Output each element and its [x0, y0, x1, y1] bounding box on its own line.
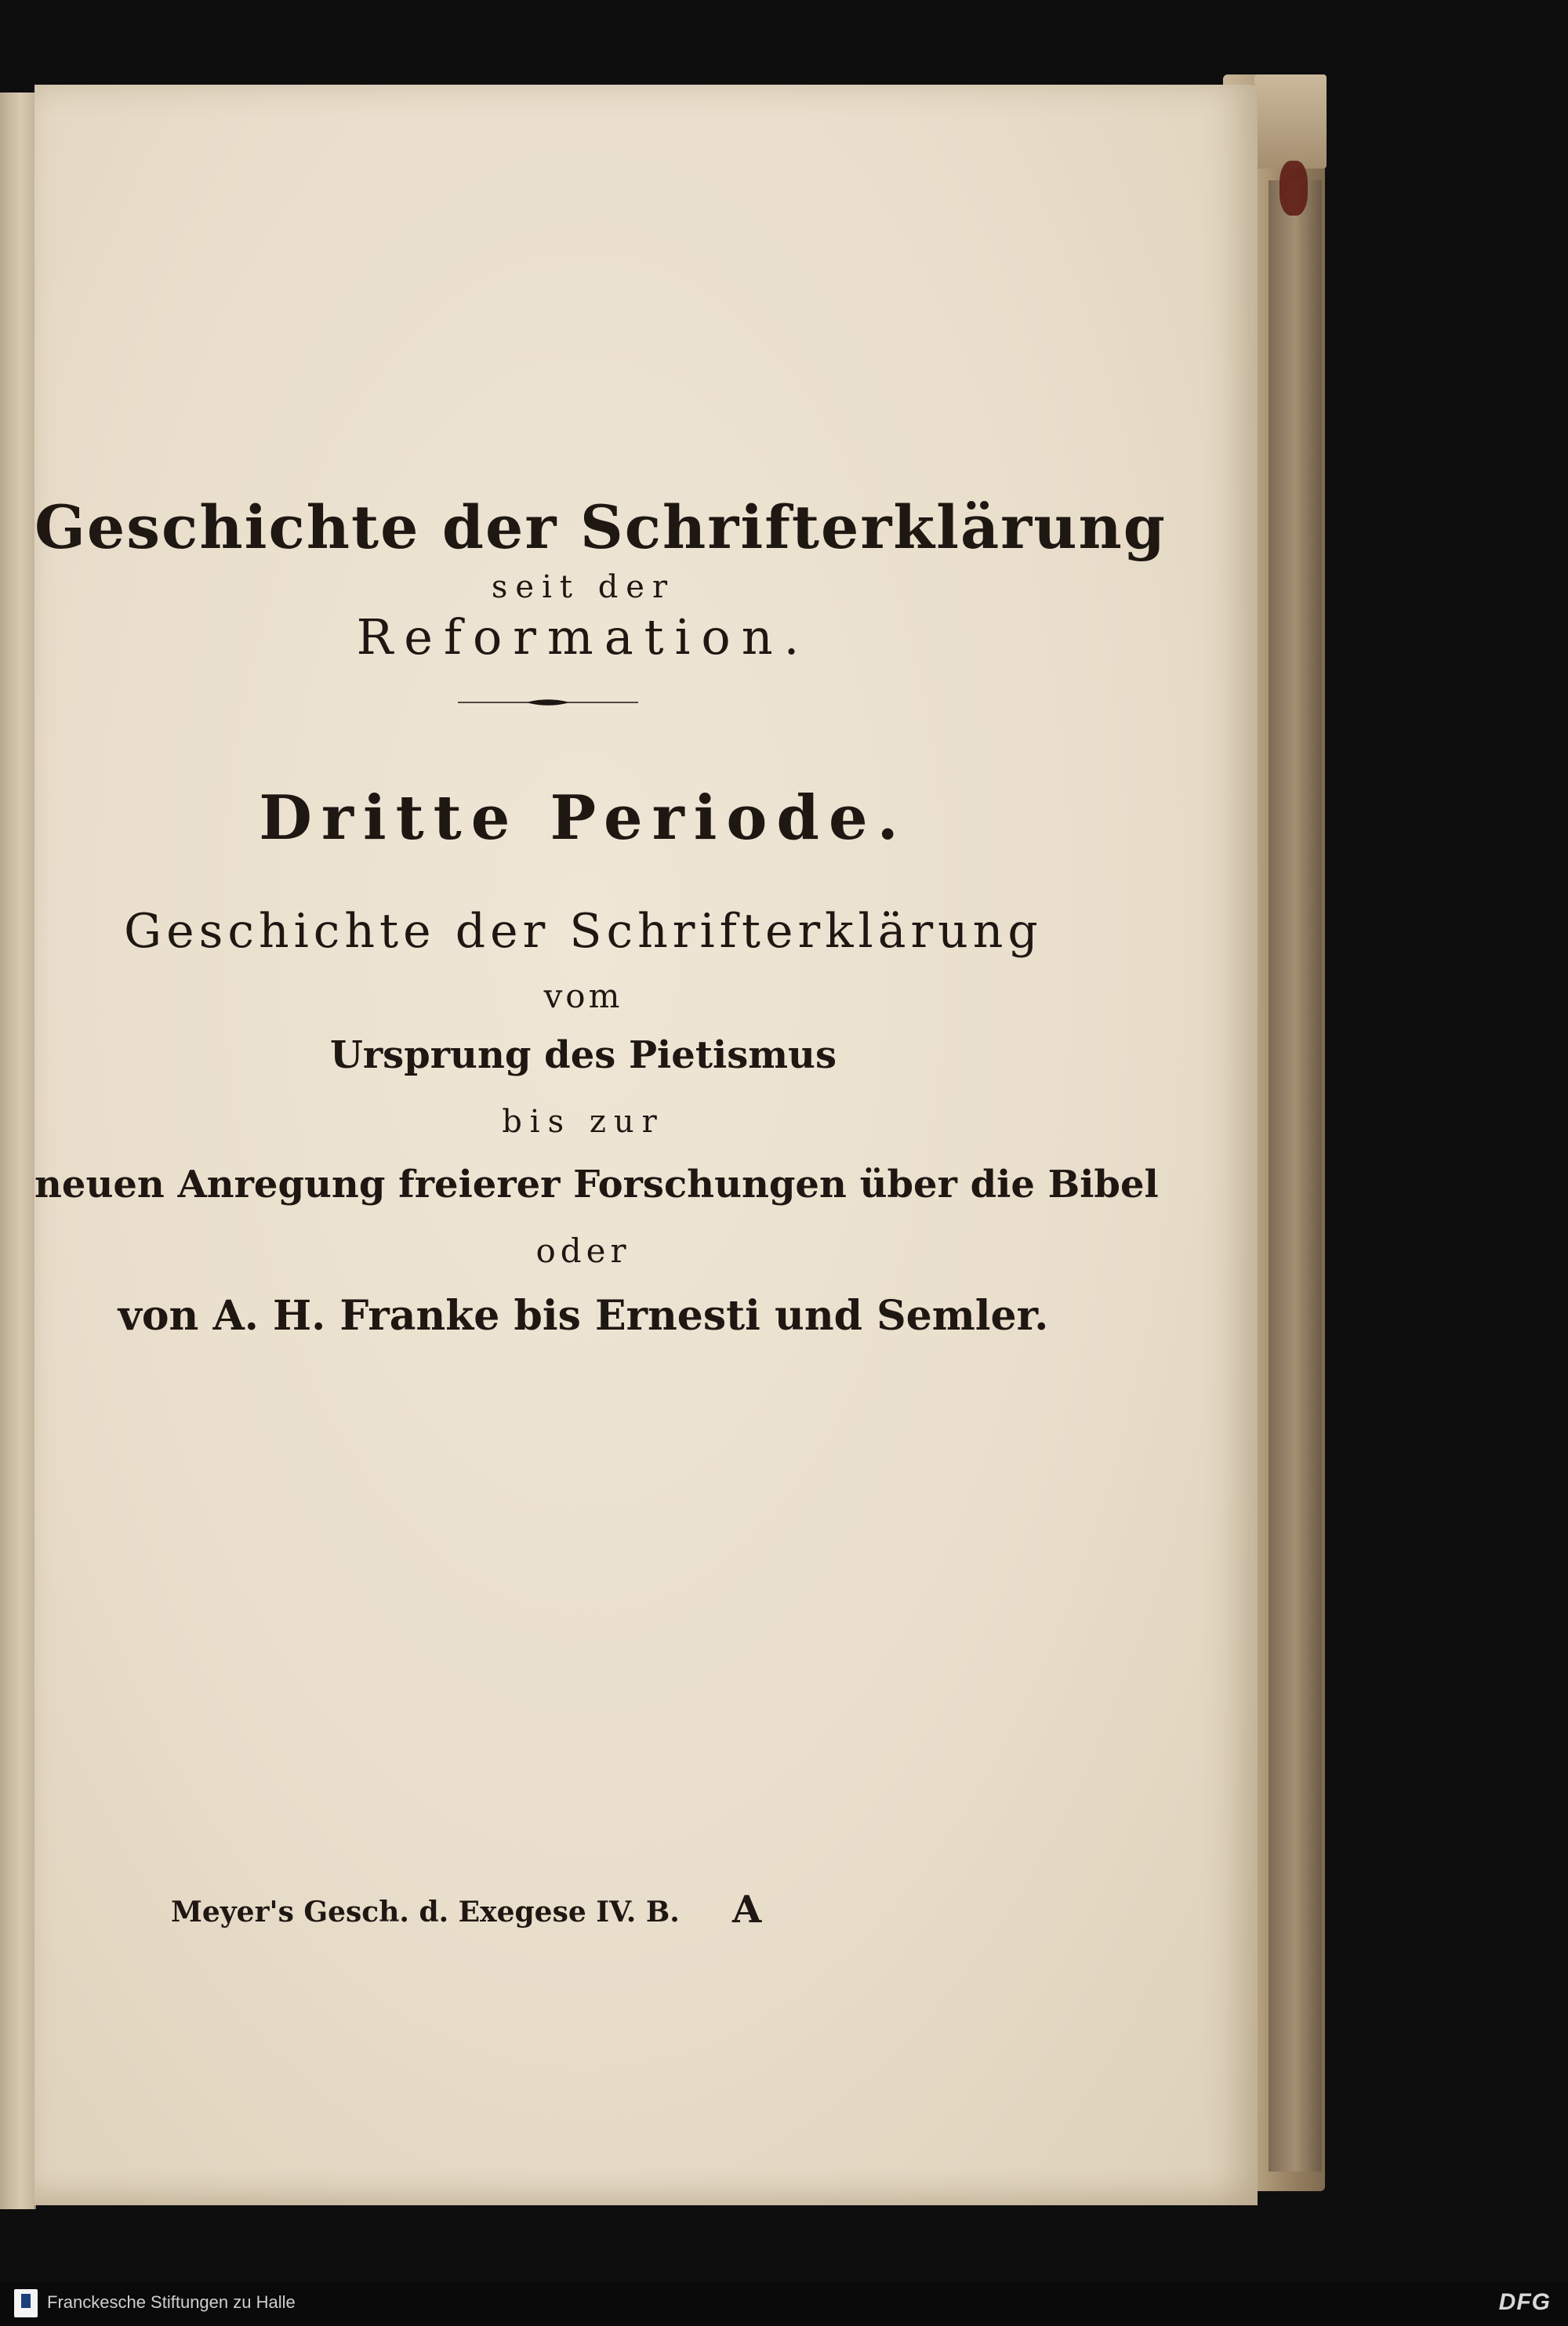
main-title: Geschichte der Schrifterklärung — [34, 492, 1167, 562]
title-page — [34, 85, 1258, 2205]
subtitle-line-1: Geschichte der Schrifterklärung — [124, 904, 1043, 959]
subtitle-line-3: Ursprung des Pietismus — [330, 1033, 837, 1077]
facing-page-edge — [0, 93, 36, 2209]
institution-logo-icon — [14, 2289, 38, 2317]
main-title-connector: seit der — [491, 569, 676, 605]
dfg-logo: DFG — [1498, 2289, 1551, 2315]
ornamental-rule — [458, 698, 638, 707]
institution-name: Franckesche Stiftungen zu Halle — [47, 2292, 296, 2312]
period-heading: Dritte Periode. — [259, 782, 908, 854]
main-title-reformation: Reformation. — [356, 608, 811, 666]
subtitle-line-5: neuen Anregung freierer Forschungen über die Bibel — [34, 1163, 1159, 1207]
cover-edge — [1269, 180, 1322, 2172]
bottom-note: Meyer's Gesch. d. Exegese IV. B. — [171, 1896, 680, 1929]
subtitle-line-4: bis zur — [502, 1104, 665, 1140]
subtitle-line-6: oder — [535, 1232, 631, 1270]
subtitle-line-2: vom — [543, 977, 623, 1015]
cover-corner — [1254, 74, 1327, 169]
page-stain — [1279, 161, 1308, 216]
signature-mark: A — [732, 1888, 762, 1932]
subtitle-line-7: von A. H. Franke bis Ernesti und Semler. — [118, 1292, 1049, 1340]
credit-bar — [0, 2281, 1568, 2326]
